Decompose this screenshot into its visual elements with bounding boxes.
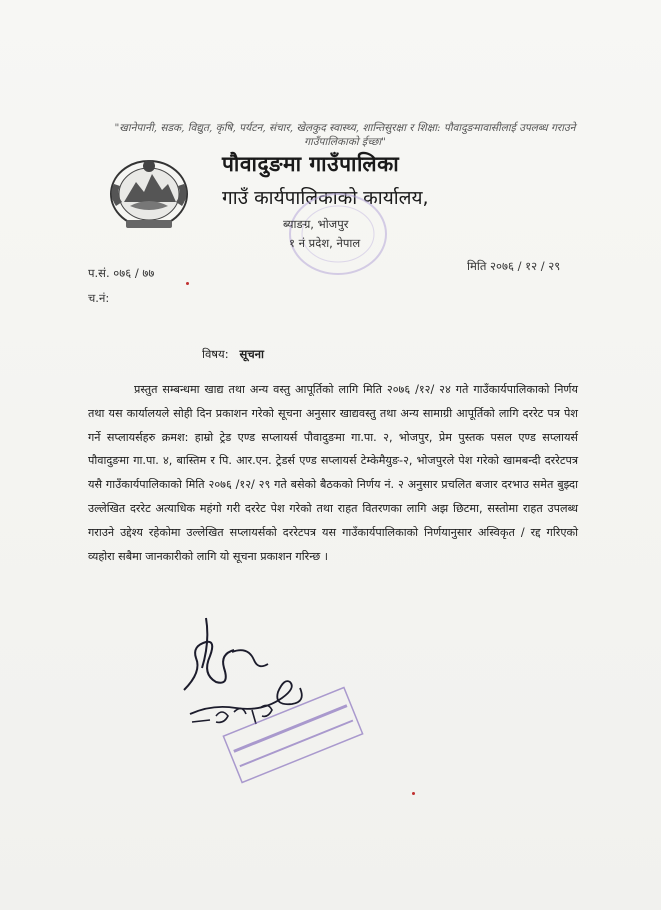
notice-paragraph: प्रस्तुत सम्बन्धमा खाद्य तथा अन्य वस्तु आपूर्तिको लागि मिति २०७६ /१२/ २४ गते गाउँकार्यपालिकाको निर्णय तथा यस कार्यालयले सोही दिन प्रकाशन गरेको सूचना अनुसार खाद्यवस्तु तथा अन्य सामाग्री आपूर्तिको लागि दररेट पत्र पेश गर्ने सप्लायर्सहरु क्रमश: हाम्रो ट्रेड एण्ड सप्लायर्स पौवादुङमा गा.पा. २, भोजपुर, प्रेम पुस्तक पसल एण्ड सप्लायर्स पौवादुङमा गा.पा. ४, बास्तिम र पि. आर.एन. ट्रेडर्स एण्ड सप्लायर्स टेम्केमैयुङ-२, भोजपुरले पेश गरेको खामबन्दी दररेटपत्र यसै गाउँकार्यपालिकाको मिति २०७६ /१२/ २९ गते बसेको बैठकको निर्णय नं. २ अनुसार प्रचलित बजार दरभाउ समेत बुझ्दा उल्लेखित दररेट अत्याधिक महंगो गरी दररेट पेश गरेको तथा राहत वितरणका लागि अझ छिटमा, सस्तोमा राहत उपलब्ध गराउने उद्देश्य रहेकोमा उल्लेखित सप्लायर्सको दररेटपत्र यस गाउँकार्यपालिकाको निर्णयानुसार अस्विकृत / रद्द गरिएको व्यहोरा सबैमा जानकारीको लागि यो सूचना प्रकाशन गरिन्छ । — [88, 383, 578, 563]
red-mark — [186, 282, 189, 285]
reference-number: प.सं. ०७६ / ७७ — [88, 266, 155, 280]
dispatch-number: च.नं: — [88, 291, 110, 305]
notice-body — [88, 378, 578, 568]
letter-date: मिति २०७६ / १२ / २९ — [467, 259, 561, 273]
municipality-title: पौवादुङमा गाउँपालिका — [222, 152, 400, 176]
red-mark — [412, 792, 415, 795]
subject-label: विषय: — [202, 347, 229, 361]
address-line-1: ब्याङग्र, भोजपुर — [283, 217, 349, 231]
office-name: गाउँ कार्यपालिकाको कार्यालय, — [222, 187, 429, 209]
subject-value: सूचना — [239, 347, 264, 361]
nepal-emblem-icon — [106, 154, 192, 232]
subject-line — [202, 347, 264, 362]
officer-stamp — [218, 680, 368, 790]
address-line-2: १ नं प्रदेश, नेपाल — [289, 236, 361, 250]
office-stamp-faint — [284, 188, 392, 280]
municipality-slogan: "खानेपानी, सडक, विद्युत, कृषि, पर्यटन, संचार, खेलकुद स्वास्थ्य, शान्तिसुरक्षा र शिक्षा: पौवादुङमावासीलाई उपलब्ध गराउने गाउँपालिकाको ईच्छा" — [114, 122, 576, 148]
